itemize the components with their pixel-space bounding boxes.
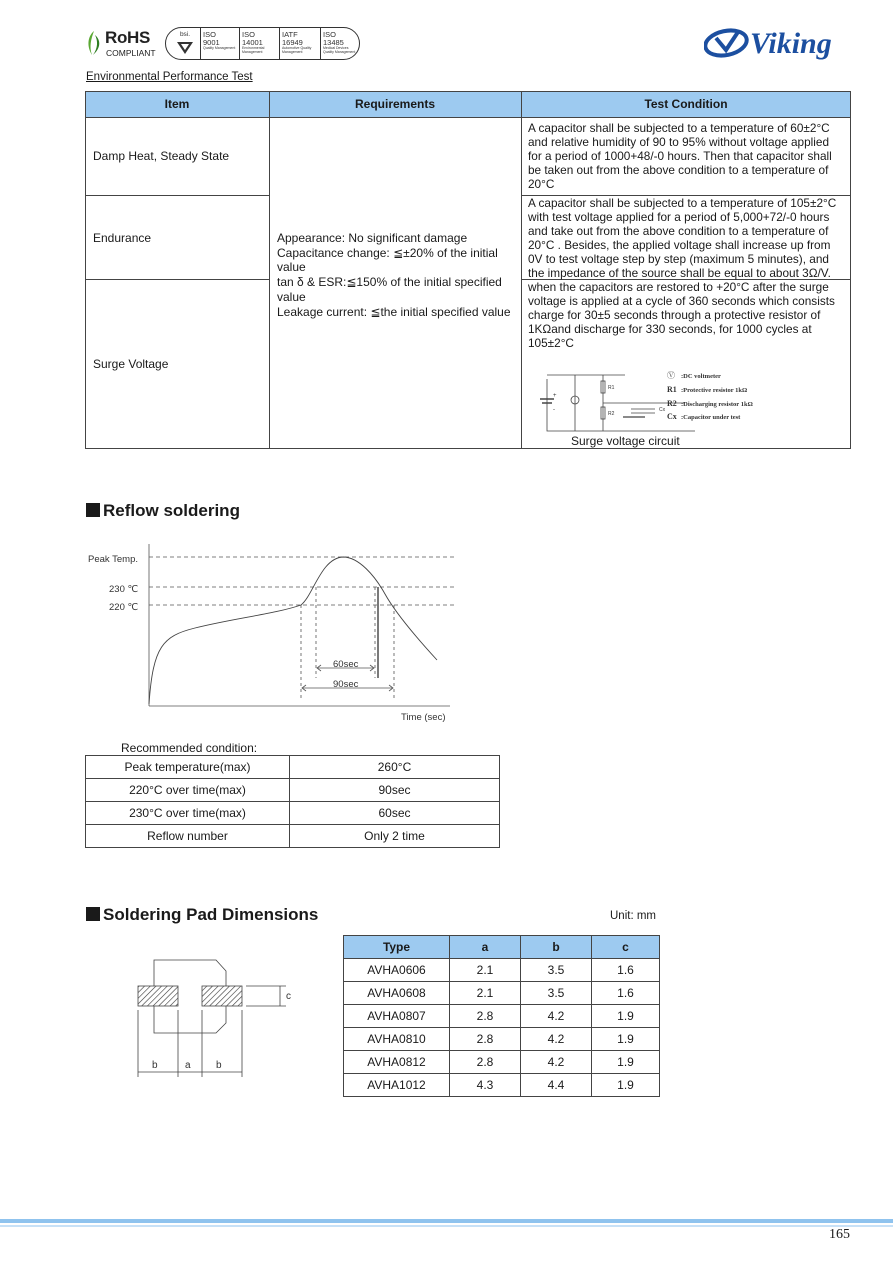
row-label: Peak temperature(max) <box>86 756 290 779</box>
pads-unit: Unit: mm <box>610 910 656 922</box>
table-border <box>521 91 522 449</box>
pad-layout-diagram <box>130 955 300 1080</box>
row-value: 260°C <box>290 756 500 779</box>
cell-type: AVHA0807 <box>344 1005 450 1028</box>
certification-badges <box>165 27 360 60</box>
cert-desc: Quality Management <box>203 46 236 50</box>
cell-b: 3.5 <box>521 959 592 982</box>
col-a: a <box>450 936 521 959</box>
label-220c: 220 ℃ <box>109 602 139 613</box>
cert-desc: Environmental Management <box>242 46 265 54</box>
cell-c: 1.9 <box>592 1005 660 1028</box>
cert-name: IATF <box>282 30 298 39</box>
cert-desc: Medical Devices Quality Management <box>323 46 356 54</box>
table-row <box>344 1005 660 1028</box>
col-b: b <box>521 936 592 959</box>
section-bullet-icon <box>86 907 100 921</box>
cell-type: AVHA0606 <box>344 959 450 982</box>
header-item: Item <box>85 91 269 117</box>
cert-number: 14001 <box>242 37 263 47</box>
col-c: c <box>592 936 660 959</box>
header-requirements: Requirements <box>269 91 521 117</box>
table-header-row <box>344 936 660 959</box>
footer-bar-light <box>0 1225 893 1227</box>
cert-divider <box>279 28 280 59</box>
cell-b: 4.2 <box>521 1051 592 1074</box>
cell-c: 1.9 <box>592 1051 660 1074</box>
table-row <box>86 825 500 848</box>
cert-divider <box>320 28 321 59</box>
section-bullet-icon <box>86 503 100 517</box>
environmental-table <box>85 91 851 449</box>
col-type: Type <box>344 936 450 959</box>
footer-bar <box>0 1219 893 1223</box>
table-border <box>85 91 851 92</box>
cell-a: 2.8 <box>450 1051 521 1074</box>
requirements-text <box>277 231 513 319</box>
table-row <box>344 982 660 1005</box>
leaf-icon <box>86 29 102 57</box>
rohs-logo <box>86 27 158 61</box>
table-row <box>344 959 660 982</box>
viking-logo <box>704 20 854 66</box>
cert-name: ISO <box>323 30 336 39</box>
dim-c: c <box>286 991 291 1002</box>
cell-type: AVHA0608 <box>344 982 450 1005</box>
table-border <box>85 117 851 118</box>
legend-sym-r1: R1 <box>667 385 677 394</box>
row-label: 230°C over time(max) <box>86 802 290 825</box>
label-60sec: 60sec <box>333 659 359 670</box>
table-border <box>85 279 269 280</box>
row-value: 60sec <box>290 802 500 825</box>
legend-text-voltmeter: :DC voltmeter <box>681 373 721 380</box>
cell-b: 4.4 <box>521 1074 592 1097</box>
viking-swoosh-icon <box>704 27 749 59</box>
brand-name: Viking <box>750 27 832 60</box>
row-value: Only 2 time <box>290 825 500 848</box>
table-row <box>344 1074 660 1097</box>
row-value: 90sec <box>290 779 500 802</box>
legend-text-r2: :Discharging resistor 1kΩ <box>681 401 753 408</box>
table-row <box>344 1028 660 1051</box>
table-border <box>85 448 851 449</box>
circuit-minus: - <box>553 407 555 413</box>
cond-damp-heat: A capacitor shall be subjected to a temperature of 60±2°C and relative humidity of 90 to 95% without voltage applied for a period of 1000+48/-0 hours. Then that capacitor shall be taken out from the above condition to a temperature of 20°C <box>528 121 832 192</box>
circuit-r2: R2 <box>608 411 615 417</box>
cell-b: 3.5 <box>521 982 592 1005</box>
table-row <box>344 1051 660 1074</box>
cell-c: 1.6 <box>592 959 660 982</box>
cell-type: AVHA0812 <box>344 1051 450 1074</box>
cert-iso14001 <box>242 28 278 59</box>
req-capacitance: Capacitance change: ≦±20% of the initial value <box>277 245 498 275</box>
reflow-table-caption: Recommended condition: <box>121 741 258 755</box>
table-row <box>86 779 500 802</box>
cond-surge-voltage: when the capacitors are restored to +20°C after the surge voltage is applied at a cycle of 360 seconds which consists charge for 30±5 seconds through a protective resistor of 1KΩand discharge for 330 seconds, for 1000 cycles at 105±2°C <box>528 280 835 351</box>
item-damp-heat: Damp Heat, Steady State <box>93 149 230 163</box>
bsi-label: bsi. <box>179 31 191 38</box>
cert-iso13485 <box>323 28 357 59</box>
cert-name: ISO <box>242 30 255 39</box>
reflow-profile-diagram <box>85 536 465 726</box>
rohs-title: RoHS <box>105 28 151 47</box>
req-tan-delta: tan δ & ESR:≦150% of the initial specified value <box>277 275 502 304</box>
env-section-title: Environmental Performance Test <box>86 71 253 83</box>
legend-sym-r2: R2 <box>667 399 677 408</box>
header-test-condition: Test Condition <box>521 91 851 117</box>
pads-title-text: Soldering Pad Dimensions <box>103 905 319 924</box>
table-row <box>86 802 500 825</box>
dim-a: a <box>185 1060 191 1071</box>
cert-divider <box>200 28 201 59</box>
reflow-condition-table <box>85 755 500 848</box>
bsi-kitemark-icon <box>176 39 194 55</box>
cell-a: 2.1 <box>450 982 521 1005</box>
pad-dimensions-table <box>343 935 660 1097</box>
table-border <box>850 91 851 449</box>
dim-b-left: b <box>152 1060 158 1071</box>
req-leakage: Leakage current: ≦the initial specified value <box>277 304 511 319</box>
cell-b: 4.2 <box>521 1028 592 1051</box>
cell-c: 1.9 <box>592 1028 660 1051</box>
dim-b-right: b <box>216 1060 222 1071</box>
table-row <box>86 756 500 779</box>
item-surge-voltage: Surge Voltage <box>93 357 169 371</box>
rohs-subtitle: COMPLIANT <box>106 48 156 58</box>
cell-a: 2.1 <box>450 959 521 982</box>
cert-name: ISO <box>203 30 216 39</box>
row-label: Reflow number <box>86 825 290 848</box>
cert-number: 13485 <box>323 37 344 47</box>
cert-divider <box>239 28 240 59</box>
reflow-title-text: Reflow soldering <box>103 501 240 520</box>
legend-sym-cx: Cx <box>667 412 677 421</box>
cell-b: 4.2 <box>521 1005 592 1028</box>
label-peak-temp: Peak Temp. <box>88 554 138 565</box>
cert-number: 9001 <box>203 37 220 47</box>
bsi-badge <box>172 28 198 59</box>
circuit-r1: R1 <box>608 385 615 391</box>
cell-a: 2.8 <box>450 1005 521 1028</box>
cert-desc: Automotive Quality Management <box>282 46 312 54</box>
circuit-plus: + <box>553 393 557 399</box>
cell-type: AVHA0810 <box>344 1028 450 1051</box>
item-endurance: Endurance <box>93 231 152 245</box>
table-border <box>85 195 269 196</box>
cond-endurance: A capacitor shall be subjected to a temperature of 105±2°C with test voltage applied for a period of 5,000+72/-0 hours and take out from the above condition to a temperature of 20°C . Besides, the applied voltage shall increase up from 0V to test voltage step by step (maximum 5 minutes), and the impedance of the source shall be equal to about 3Ω/V. <box>528 196 837 281</box>
row-label: 220°C over time(max) <box>86 779 290 802</box>
cell-a: 2.8 <box>450 1028 521 1051</box>
cell-c: 1.9 <box>592 1074 660 1097</box>
surge-circuit-diagram <box>535 369 775 441</box>
label-time-axis: Time (sec) <box>401 712 446 723</box>
label-230c: 230 ℃ <box>109 584 139 595</box>
cert-iatf16949 <box>282 28 320 59</box>
cell-a: 4.3 <box>450 1074 521 1097</box>
pads-section-title <box>86 905 318 925</box>
req-appearance: Appearance: No significant damage <box>277 231 468 245</box>
cert-number: 16949 <box>282 37 303 47</box>
cert-iso9001 <box>203 28 239 59</box>
legend-text-cx: :Capacitor under test <box>681 414 741 421</box>
label-90sec: 90sec <box>333 679 359 690</box>
legend-text-r1: :Protective resistor 1kΩ <box>681 387 748 394</box>
reflow-section-title <box>86 501 240 521</box>
circuit-caption: Surge voltage circuit <box>571 434 680 448</box>
page-number: 165 <box>829 1227 850 1242</box>
cell-type: AVHA1012 <box>344 1074 450 1097</box>
cell-c: 1.6 <box>592 982 660 1005</box>
circuit-cx: Cx <box>659 407 666 413</box>
table-border <box>85 91 86 449</box>
legend-sym-voltmeter: Ⓥ <box>667 371 675 380</box>
table-border <box>269 91 270 449</box>
